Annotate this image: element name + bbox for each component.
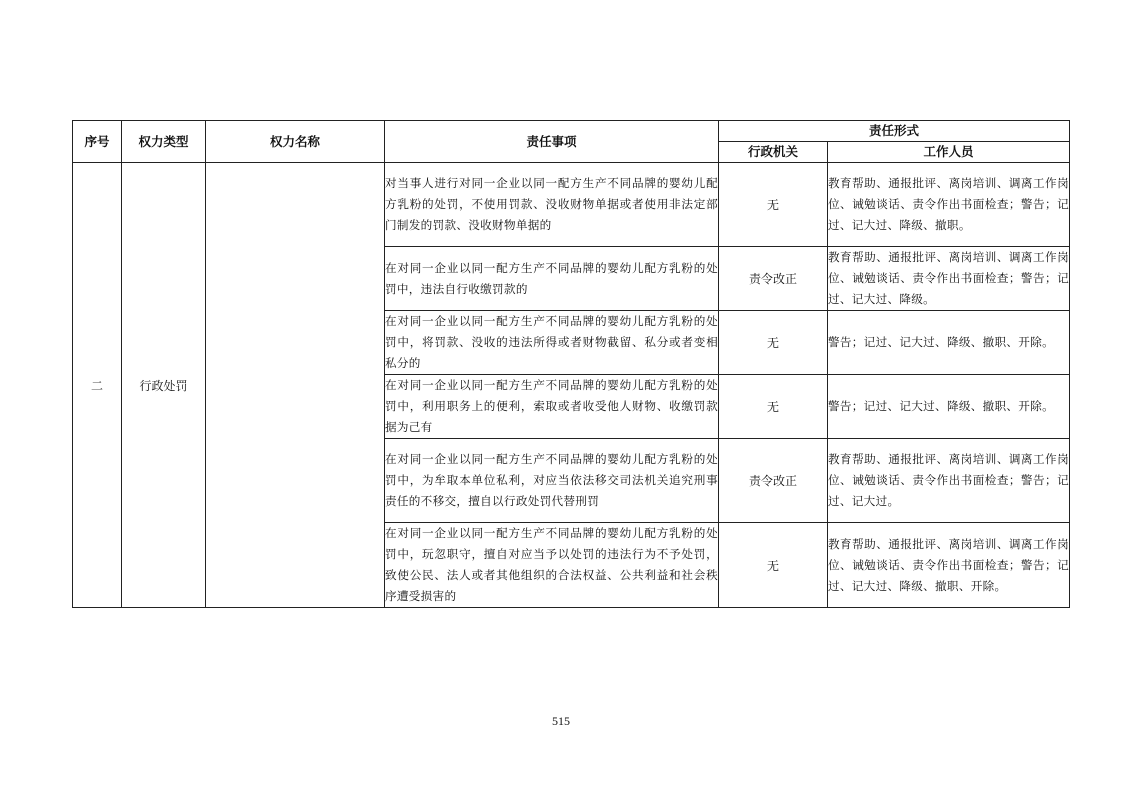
org-cell: 无: [719, 523, 828, 608]
staff-cell: 教育帮助、通报批评、离岗培训、调离工作岗位、诫勉谈话、责令作出书面检查；警告；记过、记大过、降级、撤职。: [828, 163, 1070, 247]
header-power-name: 权力名称: [206, 121, 385, 163]
staff-cell: 教育帮助、通报批评、离岗培训、调离工作岗位、诫勉谈话、责令作出书面检查；警告；记过、记大过、降级。: [828, 247, 1070, 311]
org-cell: 责令改正: [719, 247, 828, 311]
org-cell: 无: [719, 163, 828, 247]
matter-cell: 在对同一企业以同一配方生产不同品牌的婴幼儿配方乳粉的处罚中，玩忽职守，擅自对应当予以处罚的违法行为不予处罚，致使公民、法人或者其他组织的合法权益、公共利益和社会秩序遭受损害的: [385, 523, 719, 608]
org-cell: 责令改正: [719, 439, 828, 523]
header-row-1: [73, 121, 1070, 142]
group-power-name: [206, 163, 385, 608]
responsibility-table: [72, 120, 1070, 608]
matter-cell: 在对同一企业以同一配方生产不同品牌的婴幼儿配方乳粉的处罚中，利用职务上的便利，索取或者收受他人财物、收缴罚款据为己有: [385, 375, 719, 439]
org-cell: 无: [719, 311, 828, 375]
header-form: 责任形式: [719, 121, 1070, 142]
matter-cell: 在对同一企业以同一配方生产不同品牌的婴幼儿配方乳粉的处罚中，将罚款、没收的违法所得或者财物截留、私分或者变相私分的: [385, 311, 719, 375]
group-seq: 二: [73, 163, 122, 608]
staff-cell: 警告；记过、记大过、降级、撤职、开除。: [828, 311, 1070, 375]
header-seq: 序号: [73, 121, 122, 163]
page-number: 515: [552, 714, 570, 728]
header-power-type: 权力类型: [122, 121, 206, 163]
matter-cell: 对当事人进行对同一企业以同一配方生产不同品牌的婴幼儿配方乳粉的处罚，不使用罚款、没收财物单据或者使用非法定部门制发的罚款、没收财物单据的: [385, 163, 719, 247]
staff-cell: 警告；记过、记大过、降级、撤职、开除。: [828, 375, 1070, 439]
header-staff: 工作人员: [828, 142, 1070, 163]
matter-cell: 在对同一企业以同一配方生产不同品牌的婴幼儿配方乳粉的处罚中，违法自行收缴罚款的: [385, 247, 719, 311]
org-cell: 无: [719, 375, 828, 439]
staff-cell: 教育帮助、通报批评、离岗培训、调离工作岗位、诫勉谈话、责令作出书面检查；警告；记过、记大过、降级、撤职、开除。: [828, 523, 1070, 608]
header-responsibility: 责任事项: [385, 121, 719, 163]
group-power-type: 行政处罚: [122, 163, 206, 608]
header-org: 行政机关: [719, 142, 828, 163]
table-row: [73, 163, 1070, 247]
staff-cell: 教育帮助、通报批评、离岗培训、调离工作岗位、诫勉谈话、责令作出书面检查；警告；记过、记大过。: [828, 439, 1070, 523]
matter-cell: 在对同一企业以同一配方生产不同品牌的婴幼儿配方乳粉的处罚中，为牟取本单位私利，对应当依法移交司法机关追究刑事责任的不移交，擅自以行政处罚代替刑罚: [385, 439, 719, 523]
